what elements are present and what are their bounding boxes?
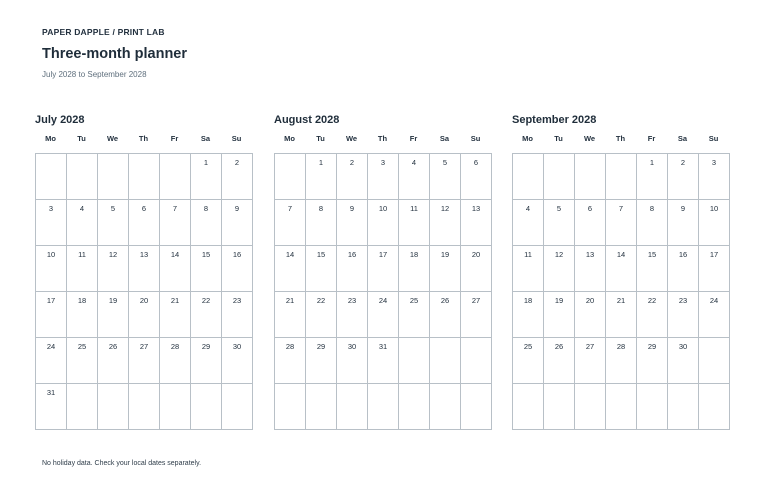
day-cell: 17 (368, 246, 399, 292)
day-cell: 21 (160, 292, 191, 338)
month-title: July 2028 (35, 114, 85, 126)
empty-day-cell (36, 154, 67, 200)
day-cell: 16 (337, 246, 368, 292)
day-cell: 2 (337, 154, 368, 200)
day-cell: 8 (637, 200, 668, 246)
empty-day-cell (191, 384, 222, 430)
empty-day-cell (129, 154, 160, 200)
month-title: September 2028 (512, 114, 597, 126)
month-grid (512, 153, 730, 430)
empty-day-cell (699, 384, 730, 430)
day-cell: 25 (67, 338, 98, 384)
empty-day-cell (98, 154, 129, 200)
day-cell: 11 (399, 200, 430, 246)
weekday-header (274, 134, 492, 146)
month-title: August 2028 (274, 114, 340, 126)
day-cell: 2 (668, 154, 699, 200)
weekday-label: Mo (45, 134, 56, 143)
weekday-label: Th (138, 134, 149, 143)
day-cell: 7 (606, 200, 637, 246)
day-cell: 15 (637, 246, 668, 292)
day-cell: 1 (637, 154, 668, 200)
weekday-header (35, 134, 253, 146)
day-cell: 26 (544, 338, 575, 384)
day-cell: 18 (399, 246, 430, 292)
empty-day-cell (67, 154, 98, 200)
weekday-label: We (583, 134, 596, 143)
weekday-label: Mo (284, 134, 295, 143)
empty-day-cell (575, 154, 606, 200)
weekday-label: Sa (200, 134, 211, 143)
day-cell: 19 (430, 246, 461, 292)
empty-day-cell (275, 154, 306, 200)
weekday-label: Tu (554, 134, 563, 143)
day-cell: 22 (637, 292, 668, 338)
day-cell: 22 (306, 292, 337, 338)
day-cell: 10 (36, 246, 67, 292)
day-cell: 10 (699, 200, 730, 246)
day-cell: 7 (275, 200, 306, 246)
day-cell: 30 (337, 338, 368, 384)
day-cell: 6 (575, 200, 606, 246)
month-grid (35, 153, 253, 430)
day-cell: 13 (461, 200, 492, 246)
empty-day-cell (337, 384, 368, 430)
weekday-label: Sa (439, 134, 450, 143)
day-cell: 25 (513, 338, 544, 384)
page-subtitle: July 2028 to September 2028 (42, 70, 147, 79)
day-cell: 15 (306, 246, 337, 292)
empty-day-cell (306, 384, 337, 430)
day-cell: 9 (222, 200, 253, 246)
day-cell: 24 (36, 338, 67, 384)
day-cell: 28 (606, 338, 637, 384)
empty-day-cell (399, 384, 430, 430)
day-cell: 5 (430, 154, 461, 200)
weekday-label: Tu (316, 134, 325, 143)
day-cell: 20 (461, 246, 492, 292)
empty-day-cell (699, 338, 730, 384)
day-cell: 22 (191, 292, 222, 338)
day-cell: 3 (699, 154, 730, 200)
empty-day-cell (575, 384, 606, 430)
weekday-label: Su (470, 134, 481, 143)
day-cell: 11 (513, 246, 544, 292)
day-cell: 13 (575, 246, 606, 292)
weekday-label: Su (231, 134, 242, 143)
day-cell: 20 (129, 292, 160, 338)
day-cell: 6 (461, 154, 492, 200)
empty-day-cell (606, 154, 637, 200)
day-cell: 28 (160, 338, 191, 384)
day-cell: 14 (160, 246, 191, 292)
weekday-label: Sa (677, 134, 688, 143)
day-cell: 26 (430, 292, 461, 338)
day-cell: 14 (275, 246, 306, 292)
day-cell: 27 (575, 338, 606, 384)
day-cell: 9 (337, 200, 368, 246)
day-cell: 27 (129, 338, 160, 384)
day-cell: 19 (544, 292, 575, 338)
empty-day-cell (544, 384, 575, 430)
empty-day-cell (544, 154, 575, 200)
day-cell: 30 (668, 338, 699, 384)
day-cell: 12 (544, 246, 575, 292)
day-cell: 27 (461, 292, 492, 338)
day-cell: 3 (368, 154, 399, 200)
day-cell: 5 (544, 200, 575, 246)
day-cell: 23 (668, 292, 699, 338)
day-cell: 15 (191, 246, 222, 292)
weekday-label: Su (708, 134, 719, 143)
empty-day-cell (160, 384, 191, 430)
weekday-label: Fr (409, 134, 418, 143)
empty-day-cell (637, 384, 668, 430)
day-cell: 1 (191, 154, 222, 200)
day-cell: 21 (275, 292, 306, 338)
day-cell: 17 (36, 292, 67, 338)
day-cell: 18 (513, 292, 544, 338)
weekday-label: Th (615, 134, 626, 143)
day-cell: 14 (606, 246, 637, 292)
day-cell: 9 (668, 200, 699, 246)
day-cell: 4 (399, 154, 430, 200)
empty-day-cell (513, 384, 544, 430)
empty-day-cell (668, 384, 699, 430)
empty-day-cell (606, 384, 637, 430)
weekday-header (512, 134, 730, 146)
day-cell: 25 (399, 292, 430, 338)
empty-day-cell (275, 384, 306, 430)
empty-day-cell (513, 154, 544, 200)
day-cell: 5 (98, 200, 129, 246)
day-cell: 16 (222, 246, 253, 292)
day-cell: 20 (575, 292, 606, 338)
empty-day-cell (430, 384, 461, 430)
empty-day-cell (129, 384, 160, 430)
day-cell: 30 (222, 338, 253, 384)
day-cell: 24 (368, 292, 399, 338)
month-july (35, 113, 253, 430)
day-cell: 2 (222, 154, 253, 200)
day-cell: 6 (129, 200, 160, 246)
day-cell: 13 (129, 246, 160, 292)
weekday-label: Th (377, 134, 388, 143)
day-cell: 24 (699, 292, 730, 338)
day-cell: 3 (36, 200, 67, 246)
footer-note: No holiday data. Check your local dates separately. (42, 460, 202, 467)
day-cell: 29 (191, 338, 222, 384)
empty-day-cell (430, 338, 461, 384)
day-cell: 11 (67, 246, 98, 292)
empty-day-cell (67, 384, 98, 430)
month-grid (274, 153, 492, 430)
day-cell: 26 (98, 338, 129, 384)
empty-day-cell (368, 384, 399, 430)
day-cell: 7 (160, 200, 191, 246)
day-cell: 4 (513, 200, 544, 246)
empty-day-cell (461, 338, 492, 384)
day-cell: 1 (306, 154, 337, 200)
empty-day-cell (160, 154, 191, 200)
empty-day-cell (461, 384, 492, 430)
day-cell: 18 (67, 292, 98, 338)
page-title: Three-month planner (42, 46, 188, 62)
day-cell: 21 (606, 292, 637, 338)
weekday-label: Tu (77, 134, 86, 143)
month-september (512, 113, 730, 430)
day-cell: 16 (668, 246, 699, 292)
month-august (274, 113, 492, 430)
day-cell: 28 (275, 338, 306, 384)
day-cell: 31 (36, 384, 67, 430)
day-cell: 8 (306, 200, 337, 246)
day-cell: 12 (98, 246, 129, 292)
day-cell: 19 (98, 292, 129, 338)
weekday-label: Fr (170, 134, 179, 143)
day-cell: 29 (306, 338, 337, 384)
day-cell: 23 (222, 292, 253, 338)
day-cell: 23 (337, 292, 368, 338)
weekday-label: We (345, 134, 358, 143)
day-cell: 12 (430, 200, 461, 246)
empty-day-cell (98, 384, 129, 430)
empty-day-cell (222, 384, 253, 430)
day-cell: 31 (368, 338, 399, 384)
weekday-label: Mo (522, 134, 533, 143)
day-cell: 8 (191, 200, 222, 246)
weekday-label: We (106, 134, 119, 143)
empty-day-cell (399, 338, 430, 384)
day-cell: 29 (637, 338, 668, 384)
weekday-label: Fr (647, 134, 656, 143)
day-cell: 17 (699, 246, 730, 292)
brand-label: PAPER DAPPLE / PRINT LAB (42, 27, 165, 37)
day-cell: 10 (368, 200, 399, 246)
day-cell: 4 (67, 200, 98, 246)
